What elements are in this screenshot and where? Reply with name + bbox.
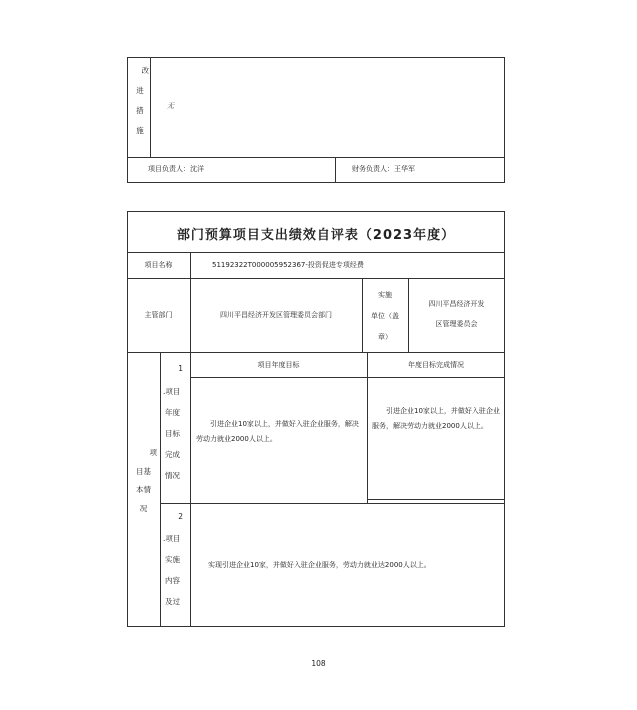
form-line-sub1-bottom	[160, 503, 505, 504]
project-name-label: 项目名称	[144, 261, 173, 269]
improvement-divider-h	[127, 157, 505, 158]
impl-content-text: 实现引进企业10家，并做好入驻企业服务，劳动力就业达2000人以上。	[208, 561, 431, 569]
project-leader-signature: 项目负责人：沈洋	[148, 165, 204, 173]
page-number: 108	[311, 659, 326, 668]
form-title: 部门预算项目支出绩效自评表（2023年度）	[176, 228, 456, 243]
project-name-value: 51192322T000005952367-投资促进专项经费	[212, 261, 364, 269]
form-line-header-bottom	[190, 377, 505, 378]
form-vline-name	[190, 252, 191, 627]
form-line-dept-bottom	[127, 352, 505, 353]
target-text: 引进企业10家以上，并做好入驻企业服务，解决劳动力就业2000人以上。	[196, 420, 359, 444]
improvement-label: 改 进 措 施	[136, 66, 149, 135]
basic-info-section-label: 项 目基 本情 况	[136, 448, 157, 513]
form-line-name-bottom	[127, 278, 505, 279]
signature-divider	[335, 157, 336, 183]
impl-unit-value: 四川平昌经济开发 区管理委员会	[428, 300, 485, 329]
sub1-label: 1 .项目 年度 目标 完成 情况	[163, 364, 183, 480]
dept-value: 四川平昌经济开发区管理委员会部门	[220, 311, 332, 319]
improvement-divider-v	[150, 57, 151, 157]
sub2-label: 2 .项目 实施 内容 及过	[163, 512, 183, 606]
finance-leader-signature: 财务负责人：王华军	[352, 165, 415, 173]
dept-label: 主管部门	[144, 311, 173, 319]
col-header-status: 年度目标完成情况	[408, 361, 464, 369]
form-line-target-inner	[367, 499, 505, 500]
status-text: 引进企业10家以上，并做好入驻企业服务，解决劳动力就业2000人以上。	[372, 407, 500, 431]
improvement-content: 无	[167, 102, 174, 110]
form-vline-status	[367, 352, 368, 503]
form-line-title-bottom	[127, 252, 505, 253]
col-header-target: 项目年度目标	[257, 361, 300, 369]
impl-unit-label: 实施 单位（盖 章）	[371, 291, 399, 341]
